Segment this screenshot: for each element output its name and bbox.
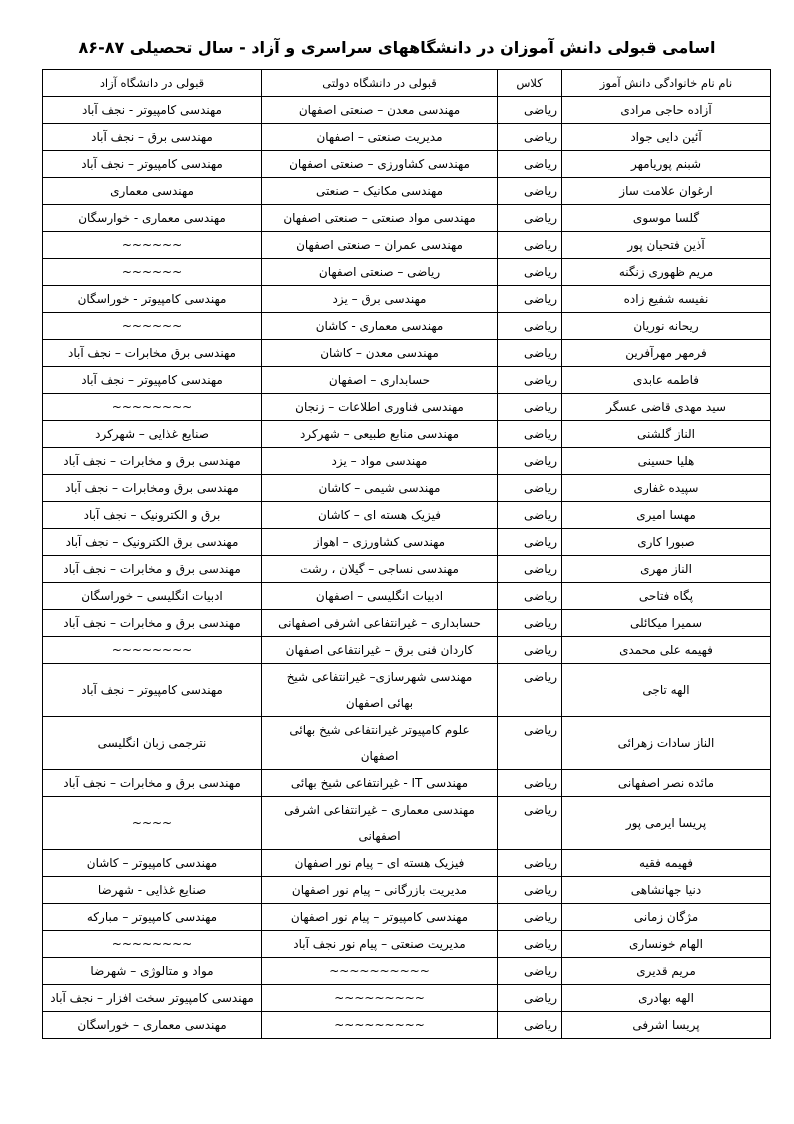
class-cell: ریاضی (498, 502, 562, 529)
table-row (43, 556, 771, 583)
azad-university-cell: ادبیات انگلیسی – خوراسگان (43, 583, 262, 610)
table-header-row (43, 70, 771, 97)
class-cell: ریاضی (498, 610, 562, 637)
student-name-cell: شبنم پوریامهر (562, 151, 771, 178)
gov-university-cell: فیزیک هسته ای – پیام نور اصفهان (262, 850, 498, 877)
table-row (43, 178, 771, 205)
table-row (43, 958, 771, 985)
table-row (43, 931, 771, 958)
gov-university-cell: ~~~~~~~~~ (262, 1012, 498, 1039)
class-cell: ریاضی (498, 904, 562, 931)
azad-university-cell: نترجمی زبان انگلیسی (43, 717, 262, 770)
table-row (43, 610, 771, 637)
class-cell: ریاضی (498, 717, 562, 770)
table-row (43, 340, 771, 367)
student-name-cell: آئین دایی جواد (562, 124, 771, 151)
gov-university-cell: مهندسی مواد – یزد (262, 448, 498, 475)
table-row (43, 232, 771, 259)
student-name-cell: الهه بهادری (562, 985, 771, 1012)
class-cell: ریاضی (498, 556, 562, 583)
gov-university-cell: مدیریت صنعتی – اصفهان (262, 124, 498, 151)
azad-university-cell: مواد و متالوژی – شهرضا (43, 958, 262, 985)
gov-university-cell: مهندسی معدن – صنعتی اصفهان (262, 97, 498, 124)
class-cell: ریاضی (498, 124, 562, 151)
student-name-cell: پریسا اشرفی (562, 1012, 771, 1039)
azad-university-cell: مهندسی برق – نجف آباد (43, 124, 262, 151)
table-row (43, 475, 771, 502)
table-row (43, 985, 771, 1012)
gov-university-cell: مهندسی شیمی – کاشان (262, 475, 498, 502)
azad-university-cell: مهندسی برق و مخابرات – نجف آباد (43, 770, 262, 797)
gov-university-cell: حسابداری – اصفهان (262, 367, 498, 394)
table-row (43, 717, 771, 770)
gov-university-cell: مهندسی منابع طبیعی – شهرکرد (262, 421, 498, 448)
class-cell: ریاضی (498, 286, 562, 313)
gov-university-cell: علوم کامپیوتر غیرانتفاعی شیخ بهائی اصفهان (262, 717, 498, 770)
class-cell: ریاضی (498, 797, 562, 850)
class-cell: ریاضی (498, 367, 562, 394)
header-student-name: نام نام خانوادگی دانش آموز (562, 70, 771, 97)
azad-university-cell: مهندسی کامپیوتر – مبارکه (43, 904, 262, 931)
gov-university-cell: ریاضی – صنعتی اصفهان (262, 259, 498, 286)
student-name-cell: سپیده غفاری (562, 475, 771, 502)
table-body (43, 97, 771, 1039)
gov-university-cell: حسابداری – غیرانتفاعی اشرفی اصفهانی (262, 610, 498, 637)
table-row (43, 151, 771, 178)
gov-university-cell: مهندسی عمران – صنعتی اصفهان (262, 232, 498, 259)
student-name-cell: مریم قدیری (562, 958, 771, 985)
azad-university-cell: مهندسی کامپیوتر - نجف آباد (43, 97, 262, 124)
azad-university-cell: مهندسی معماری - خوارسگان (43, 205, 262, 232)
gov-university-cell: مهندسی نساجی – گیلان ، رشت (262, 556, 498, 583)
gov-university-cell: مهندسی معماری – غیرانتفاعی اشرفی اصفهانی (262, 797, 498, 850)
student-name-cell: دنیا جهانشاهی (562, 877, 771, 904)
student-name-cell: آزاده حاجی مرادی (562, 97, 771, 124)
azad-university-cell: مهندسی برق مخابرات – نجف آباد (43, 340, 262, 367)
class-cell: ریاضی (498, 664, 562, 717)
student-name-cell: الهه تاجی (562, 664, 771, 717)
class-cell: ریاضی (498, 637, 562, 664)
azad-university-cell: برق و الکترونیک – نجف آباد (43, 502, 262, 529)
azad-university-cell: مهندسی معماری – خوراسگان (43, 1012, 262, 1039)
student-name-cell: نفیسه شفیع زاده (562, 286, 771, 313)
gov-university-cell: مهندسی کشاورزی – اهواز (262, 529, 498, 556)
table-row (43, 394, 771, 421)
gov-university-cell: مهندسی معدن – کاشان (262, 340, 498, 367)
class-cell: ریاضی (498, 448, 562, 475)
table-row (43, 448, 771, 475)
student-name-cell: الناز مهری (562, 556, 771, 583)
student-name-cell: سمیرا میکائلی (562, 610, 771, 637)
table-row (43, 850, 771, 877)
class-cell: ریاضی (498, 205, 562, 232)
azad-university-cell: مهندسی کامپیوتر سخت افزار – نجف آباد (43, 985, 262, 1012)
gov-university-cell: مهندسی معماری - کاشان (262, 313, 498, 340)
class-cell: ریاضی (498, 340, 562, 367)
table-row (43, 529, 771, 556)
header-azad-university: قبولی در دانشگاه آزاد (43, 70, 262, 97)
class-cell: ریاضی (498, 178, 562, 205)
azad-university-cell: مهندسی کامپیوتر – نجف آباد (43, 664, 262, 717)
azad-university-cell: مهندسی کامپیوتر – نجف آباد (43, 151, 262, 178)
table-row (43, 259, 771, 286)
student-name-cell: مهسا امیری (562, 502, 771, 529)
gov-university-cell: مهندسی فناوری اطلاعات – زنجان (262, 394, 498, 421)
student-name-cell: مریم ظهوری زنگنه (562, 259, 771, 286)
class-cell: ریاضی (498, 151, 562, 178)
gov-university-cell: مهندسی کامپیوتر – پیام نور اصفهان (262, 904, 498, 931)
gov-university-cell: مهندسی کشاورزی – صنعتی اصفهان (262, 151, 498, 178)
gov-university-cell: مدیریت بازرگانی – پیام نور اصفهان (262, 877, 498, 904)
student-name-cell: پریسا ایرمی پور (562, 797, 771, 850)
student-name-cell: هلیا حسینی (562, 448, 771, 475)
student-name-cell: الناز گلشنی (562, 421, 771, 448)
student-name-cell: ارغوان علامت ساز (562, 178, 771, 205)
table-row (43, 97, 771, 124)
student-name-cell: گلسا موسوی (562, 205, 771, 232)
azad-university-cell: مهندسی برق و مخابرات – نجف آباد (43, 610, 262, 637)
student-name-cell: الهام خونساری (562, 931, 771, 958)
class-cell: ریاضی (498, 931, 562, 958)
azad-university-cell: مهندسی برق و مخابرات – نجف آباد (43, 556, 262, 583)
class-cell: ریاضی (498, 421, 562, 448)
azad-university-cell: مهندسی کامپیوتر – کاشان (43, 850, 262, 877)
azad-university-cell: مهندسی معماری (43, 178, 262, 205)
gov-university-cell: ادبیات انگلیسی – اصفهان (262, 583, 498, 610)
table-row (43, 1012, 771, 1039)
table-row (43, 421, 771, 448)
table-row (43, 664, 771, 717)
class-cell: ریاضی (498, 529, 562, 556)
gov-university-cell: کاردان فنی برق – غیرانتفاعی اصفهان (262, 637, 498, 664)
student-name-cell: مژگان زمانی (562, 904, 771, 931)
gov-university-cell: مهندسی مکانیک – صنعتی (262, 178, 498, 205)
student-name-cell: فاطمه عابدی (562, 367, 771, 394)
gov-university-cell: ~~~~~~~~~ (262, 985, 498, 1012)
class-cell: ریاضی (498, 394, 562, 421)
azad-university-cell: مهندسی برق و مخابرات – نجف آباد (43, 448, 262, 475)
class-cell: ریاضی (498, 583, 562, 610)
class-cell: ریاضی (498, 1012, 562, 1039)
student-name-cell: پگاه فتاحی (562, 583, 771, 610)
class-cell: ریاضی (498, 770, 562, 797)
azad-university-cell: مهندسی برق ومخابرات – نجف آباد (43, 475, 262, 502)
gov-university-cell: مهندسی برق – یزد (262, 286, 498, 313)
table-row (43, 637, 771, 664)
azad-university-cell: ~~~~~~~~ (43, 637, 262, 664)
student-name-cell: فهیمه فقیه (562, 850, 771, 877)
student-name-cell: سید مهدی قاضی عسگر (562, 394, 771, 421)
header-class: کلاس (498, 70, 562, 97)
table-row (43, 286, 771, 313)
table-row (43, 770, 771, 797)
gov-university-cell: مهندسی مواد صنعتی – صنعتی اصفهان (262, 205, 498, 232)
table-row (43, 313, 771, 340)
azad-university-cell: ~~~~~~~~ (43, 394, 262, 421)
student-name-cell: الناز سادات زهرائی (562, 717, 771, 770)
gov-university-cell: مهندسی شهرسازی– غیرانتفاعی شیخ بهائی اصفهان (262, 664, 498, 717)
class-cell: ریاضی (498, 877, 562, 904)
student-name-cell: مائده نصر اصفهانی (562, 770, 771, 797)
azad-university-cell: ~~~~~~ (43, 232, 262, 259)
azad-university-cell: ~~~~ (43, 797, 262, 850)
azad-university-cell: مهندسی کامپیوتر – نجف آباد (43, 367, 262, 394)
azad-university-cell: ~~~~~~~~ (43, 931, 262, 958)
azad-university-cell: صنایع غذایی - شهرضا (43, 877, 262, 904)
gov-university-cell: فیزیک هسته ای – کاشان (262, 502, 498, 529)
gov-university-cell: مدیریت صنعتی – پیام نور نجف آباد (262, 931, 498, 958)
azad-university-cell: ~~~~~~ (43, 313, 262, 340)
class-cell: ریاضی (498, 475, 562, 502)
student-name-cell: فرمهر مهرآفرین (562, 340, 771, 367)
table-row (43, 797, 771, 850)
class-cell: ریاضی (498, 985, 562, 1012)
table-row (43, 904, 771, 931)
admissions-table (42, 69, 771, 1039)
table-row (43, 583, 771, 610)
class-cell: ریاضی (498, 958, 562, 985)
student-name-cell: فهیمه علی محمدی (562, 637, 771, 664)
gov-university-cell: ~~~~~~~~~~ (262, 958, 498, 985)
page-title: اسامی قبولی دانش آموزان در دانشگاههای سراسری و آزاد - سال تحصیلی ۸۷-۸۶ (78, 38, 716, 57)
student-name-cell: آذین فتحیان پور (562, 232, 771, 259)
header-gov-university: قبولی در دانشگاه دولتی (262, 70, 498, 97)
azad-university-cell: صنایع غذایی – شهرکرد (43, 421, 262, 448)
azad-university-cell: مهندسی برق الکترونیک – نجف آباد (43, 529, 262, 556)
azad-university-cell: مهندسی کامپیوتر - خوراسگان (43, 286, 262, 313)
table-row (43, 877, 771, 904)
class-cell: ریاضی (498, 850, 562, 877)
gov-university-cell: مهندسی IT - غیرانتفاعی شیخ بهائی (262, 770, 498, 797)
table-row (43, 205, 771, 232)
table-row (43, 124, 771, 151)
student-name-cell: ریحانه نوریان (562, 313, 771, 340)
class-cell: ریاضی (498, 97, 562, 124)
azad-university-cell: ~~~~~~ (43, 259, 262, 286)
student-name-cell: صبورا کاری (562, 529, 771, 556)
class-cell: ریاضی (498, 232, 562, 259)
table-row (43, 502, 771, 529)
table-row (43, 367, 771, 394)
class-cell: ریاضی (498, 259, 562, 286)
class-cell: ریاضی (498, 313, 562, 340)
